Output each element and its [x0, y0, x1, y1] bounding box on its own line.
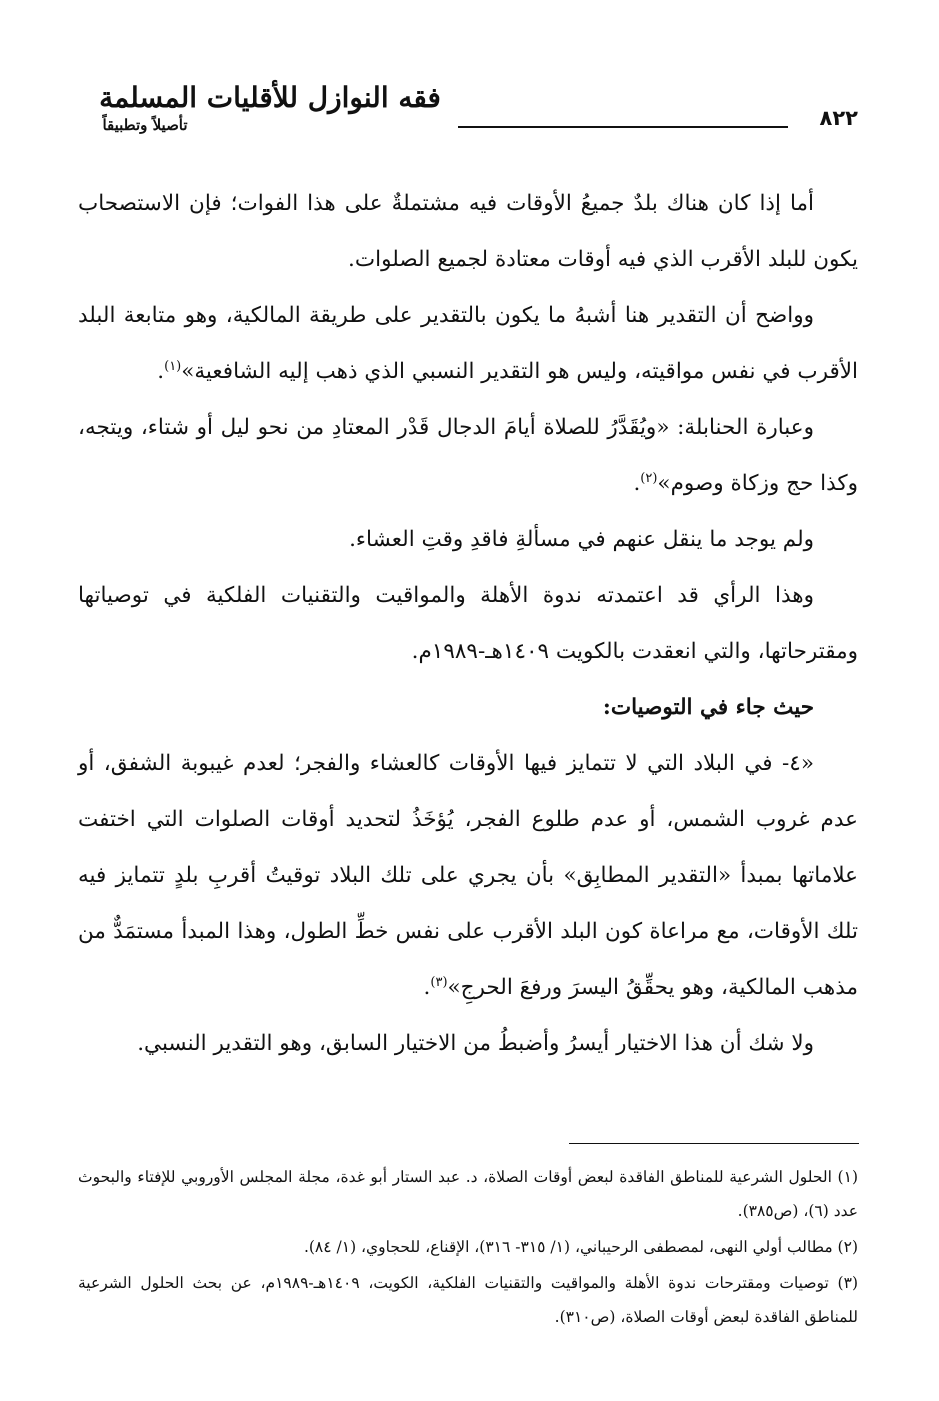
paragraph: أما إذا كان هناك بلدٌ جميعُ الأوقات فيه مشتملةٌ على هذا الفوات؛ فإن الاستصحاب يكون للبلد الأقرب الذي فيه أوقات معتادة لجميع الصلوات. [78, 191, 858, 272]
footnote-separator [569, 1143, 859, 1144]
footnote-2: (٢) مطالب أولي النهى، لمصطفى الرحيباني، (١/ ٣١٥- ٣١٦)، الإقناع، للحجاوي، (١/ ٨٤). [303, 1238, 858, 1256]
footnote-marker: (١) [164, 358, 182, 374]
book-title: فقه النوازل للأقليات المسلمة [99, 81, 441, 114]
body-text [78, 176, 858, 1072]
paragraph: ولم يوجد ما ينقل عنهم في مسألةِ فاقدِ وقتِ العشاء. [349, 527, 814, 552]
footnote-marker: (٢) [640, 470, 658, 486]
section-heading: حيث جاء في التوصيات: [602, 695, 814, 720]
footnotes [78, 1160, 858, 1336]
book-subtitle: تأصيلاً وتطبيقاً [102, 116, 188, 134]
paragraph: وهذا الرأي قد اعتمدته ندوة الأهلة والمواقيت والتقنيات الفلكية في توصياتها ومقترحاتها، والتي انعقدت بالكويت ١٤٠٩هـ-١٩٨٩م. [78, 583, 858, 664]
paragraph: وعبارة الحنابلة: «ويُقَدَّرُ للصلاة أيامَ الدجال قَدْر المعتادِ من نحو ليل أو شتاء، ويتجه، وكذا حج وزكاة وصوم»$^{(٢)}$. [78, 415, 858, 496]
footnote-1: (١) الحلول الشرعية للمناطق الفاقدة لبعض أوقات الصلاة، د. عبد الستار أبو غدة، مجلة المجلس الأوروبي للإفتاء والبحوث عدد (٦)، (ص٣٨٥). [78, 1168, 858, 1220]
paragraph: ولا شك أن هذا الاختيار أيسرُ وأضبطُ من الاختيار السابق، وهو التقدير النسبي. [137, 1031, 814, 1056]
footnote-marker: (٣) [430, 974, 448, 990]
quoted-recommendation: «٤- في البلاد التي لا تتمايز فيها الأوقات كالعشاء والفجر؛ لعدم غيبوبة الشفق، أو عدم غروب الشمس، أو عدم طلوع الفجر، يُؤخَذُ لتحديد أوقات الصلوات التي اختفت علاماتها بمبدأ «التقدير المطابِق» بأن يجري على تلك البلاد توقيتُ أقربِ بلدٍ تتمايز فيه تلك الأوقات، مع مراعاة كون البلد الأقرب على نفس خطِّ الطول، وهذا المبدأ مستمَدٌّ من مذهب المالكية، وهو يحقِّقُ اليسرَ ورفعَ الحرجِ»$^{(٣)}$. [78, 751, 858, 1000]
page-number: ٨٢٢ [819, 106, 858, 130]
footnote-3: (٣) توصيات ومقترحات ندوة الأهلة والمواقيت والتقنيات الفلكية، الكويت، ١٤٠٩هـ-١٩٨٩م، عن بحث الحلول الشرعية للمناطق الفاقدة لبعض أوقات الصلاة، (ص٣١٠). [78, 1274, 858, 1326]
running-header [78, 72, 858, 162]
paragraph: وواضح أن التقدير هنا أشبهُ ما يكون بالتقدير على طريقة المالكية، وهو متابعة البلد الأقرب في نفس مواقيته، وليس هو التقدير النسبي الذي ذهب إليه الشافعية»$^{(١)}$. [78, 303, 858, 384]
header-rule [458, 126, 788, 128]
